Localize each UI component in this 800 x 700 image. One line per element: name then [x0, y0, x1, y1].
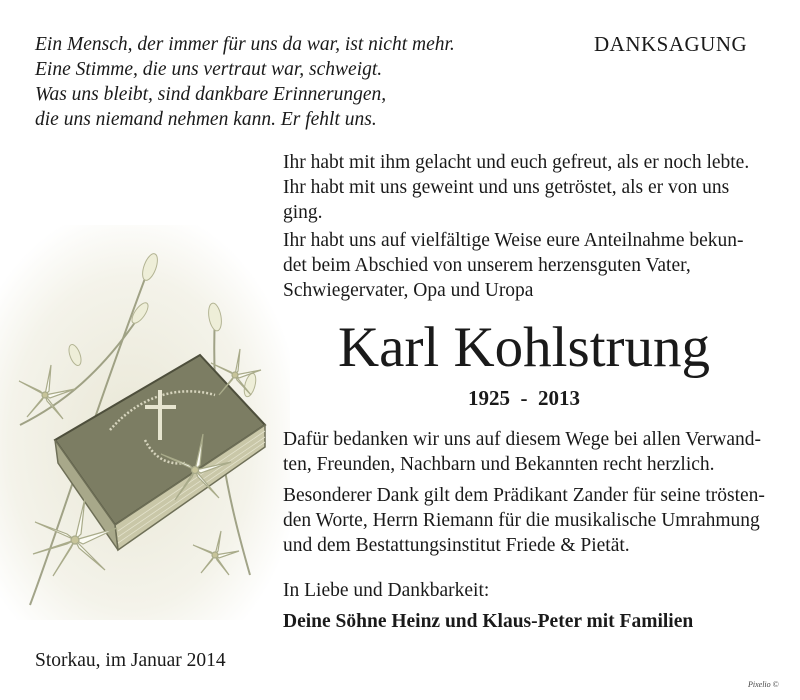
thanks-paragraph-2	[283, 483, 765, 558]
poem-line: Was uns bleibt, sind dankbare Erinnerungen,	[35, 84, 387, 105]
thanks-paragraph-1	[283, 427, 765, 477]
text-line: Ihr habt mit uns geweint und uns getröstet, als er von uns	[283, 177, 730, 198]
bible-lily-illustration	[0, 225, 290, 620]
text-line: Dafür bedanken wir uns auf diesem Wege bei allen Verwand-	[283, 429, 761, 450]
opening-poem	[35, 32, 495, 132]
life-years: 1925 - 2013	[468, 386, 580, 410]
image-credit: Pixelio ©	[748, 680, 779, 689]
notice-heading: DANKSAGUNG	[594, 32, 748, 56]
deceased-name: Karl Kohlstrung	[337, 316, 711, 379]
text-line: und dem Bestattungsinstitut Friede & Pietät.	[283, 535, 630, 556]
text-line: ten, Freunden, Nachbarn und Bekannten recht herzlich.	[283, 454, 715, 475]
text-line: ging.	[283, 202, 323, 223]
poem-line: Eine Stimme, die uns vertraut war, schweigt.	[35, 59, 383, 80]
closing-line: In Liebe und Dankbarkeit:	[283, 580, 490, 601]
intro-paragraph-2	[283, 228, 765, 303]
text-line: det beim Abschied von unserem herzensguten Vater,	[283, 255, 691, 276]
poem-line: Ein Mensch, der immer für uns da war, ist nicht mehr.	[35, 34, 455, 55]
place-date: Storkau, im Januar 2014	[35, 650, 226, 671]
text-line: den Worte, Herrn Riemann für die musikalische Umrahmung	[283, 510, 760, 531]
text-line: Besonderer Dank gilt dem Prädikant Zander für seine trösten-	[283, 485, 765, 506]
text-line: Ihr habt uns auf vielfältige Weise eure Anteilnahme bekun-	[283, 230, 744, 251]
intro-paragraph-1	[283, 150, 765, 225]
family-signature: Deine Söhne Heinz und Klaus-Peter mit Familien	[283, 611, 694, 632]
text-line: Schwiegervater, Opa und Uropa	[283, 280, 534, 301]
poem-line: die uns niemand nehmen kann. Er fehlt uns.	[35, 109, 377, 130]
text-line: Ihr habt mit ihm gelacht und euch gefreut, als er noch lebte.	[283, 152, 750, 173]
